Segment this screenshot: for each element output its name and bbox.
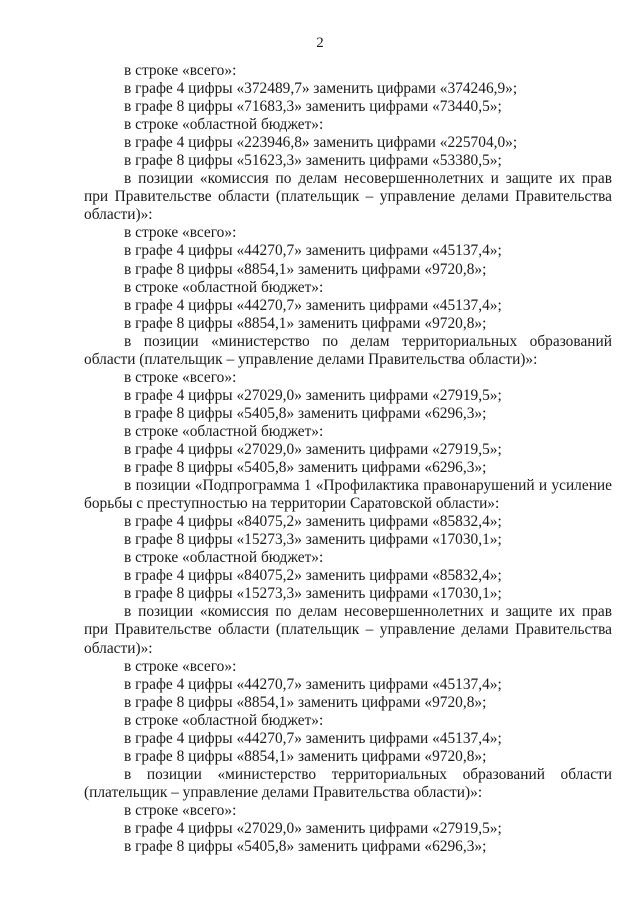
document-line: в строке «областной бюджет»: (124, 278, 324, 296)
document-line: в графе 4 цифры «223946,8» заменить цифрами «225704,0»; (124, 134, 518, 152)
document-line: в позиции «министерство территориальных образований области (124, 765, 612, 783)
document-line: в позиции «комиссия по делам несовершеннолетних и защите их прав (124, 603, 612, 621)
document-line: в графе 4 цифры «44270,7» заменить цифрами «45137,4»; (124, 675, 502, 693)
document-line: области)»: (84, 206, 153, 224)
document-line: в строке «областной бюджет»: (124, 422, 324, 440)
document-line: в строке «областной бюджет»: (124, 711, 324, 729)
document-line: в графе 8 цифры «8854,1» заменить цифрами «9720,8»; (124, 314, 487, 332)
document-line: в графе 4 цифры «44270,7» заменить цифрами «45137,4»; (124, 242, 502, 260)
document-line: при Правительстве области (плательщик – управление делами Правительства (84, 621, 612, 639)
document-line: в графе 8 цифры «8854,1» заменить цифрами «9720,8»; (124, 747, 487, 765)
document-line: в графе 8 цифры «5405,8» заменить цифрами «6296,3»; (124, 459, 487, 477)
document-line: в графе 4 цифры «27029,0» заменить цифрами «27919,5»; (124, 440, 502, 458)
document-line: в графе 8 цифры «8854,1» заменить цифрами «9720,8»; (124, 260, 487, 278)
page-number: 2 (316, 35, 324, 51)
document-line: в графе 4 цифры «372489,7» заменить цифрами «374246,9»; (124, 80, 518, 98)
document-line: в графе 4 цифры «27029,0» заменить цифрами «27919,5»; (124, 819, 502, 837)
document-line: в позиции «Подпрограмма 1 «Профилактика правонарушений и усиление (124, 477, 612, 495)
document-line: в строке «всего»: (124, 62, 237, 79)
document-line: в графе 8 цифры «5405,8» заменить цифрами «6296,3»; (124, 404, 487, 422)
document-line: в графе 4 цифры «84075,2» заменить цифрами «85832,4»; (124, 513, 502, 531)
document-line: в строке «всего»: (124, 368, 237, 386)
document-line: борьбы с преступностью на территории Саратовской области»: (84, 495, 500, 513)
document-line: в строке «всего»: (124, 801, 237, 819)
document-line: в графе 8 цифры «71683,3» заменить цифрами «73440,5»; (124, 98, 502, 116)
document-line: в графе 8 цифры «5405,8» заменить цифрами «6296,3»; (124, 838, 487, 856)
document-line: в строке «областной бюджет»: (124, 116, 324, 134)
document-line: при Правительстве области (плательщик – управление делами Правительства (84, 188, 612, 206)
document-line: в строке «всего»: (124, 657, 237, 675)
document-line: в графе 8 цифры «15273,3» заменить цифрами «17030,1»; (124, 585, 502, 603)
document-line: в строке «областной бюджет»: (124, 549, 324, 567)
document-line: (плательщик – управление делами Правительства области)»: (84, 783, 483, 801)
document-line: в графе 4 цифры «27029,0» заменить цифрами «27919,5»; (124, 386, 502, 404)
document-line: области)»: (84, 639, 153, 657)
document-line: в позиции «комиссия по делам несовершеннолетних и защите их прав (124, 170, 612, 188)
document-line: в графе 4 цифры «44270,7» заменить цифрами «45137,4»; (124, 296, 502, 314)
document-body (84, 62, 612, 856)
document-line: в графе 8 цифры «8854,1» заменить цифрами «9720,8»; (124, 693, 487, 711)
document-line: в графе 8 цифры «15273,3» заменить цифрами «17030,1»; (124, 531, 502, 549)
document-line: области (плательщик – управление делами Правительства области)»: (84, 350, 538, 368)
document-line: в графе 8 цифры «51623,3» заменить цифрами «53380,5»; (124, 152, 502, 170)
document-line: в графе 4 цифры «84075,2» заменить цифрами «85832,4»; (124, 567, 502, 585)
document-line: в графе 4 цифры «44270,7» заменить цифрами «45137,4»; (124, 729, 502, 747)
document-line: в позиции «министерство по делам территориальных образований (124, 332, 612, 350)
document-line: в строке «всего»: (124, 224, 237, 242)
